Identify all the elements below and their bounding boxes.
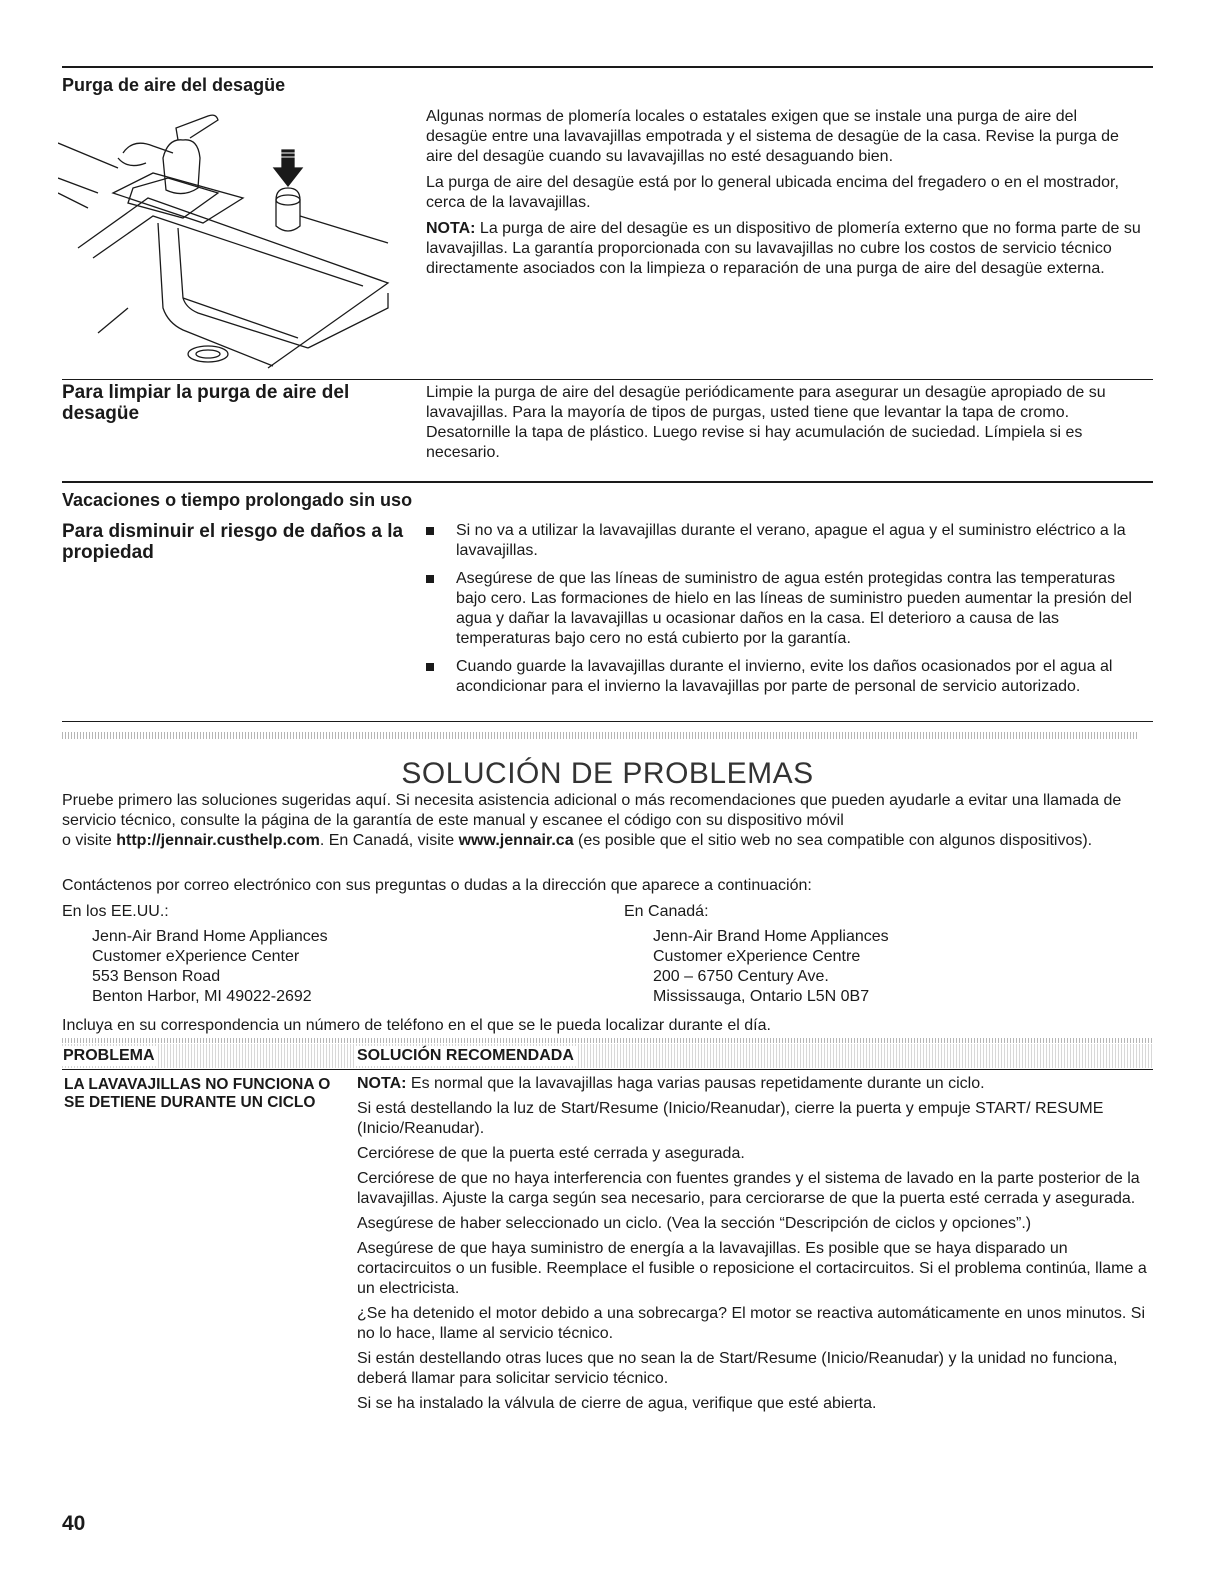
us-address: Jenn-Air Brand Home Appliances Customer eXperience Center 553 Benson Road Benton Harbor, MI 49022-2692 [92, 928, 328, 1005]
section-title-clean-air-gap: Para limpiar la purga de aire del desagüe [62, 382, 350, 424]
sink-illustration [58, 108, 418, 373]
bullet-marker-icon [426, 575, 434, 583]
note-text: La purga de aire del desagüe es un dispositivo de plomería externo que no forma parte de su lavavajillas. La garantía proporcionada con su lavavajillas no cubre los costos de servicio técnico directamente asociados con la limpieza o reparación de una purga de aire del desagüe externa. [426, 220, 1141, 277]
drain-paragraph-1: Algunas normas de plomería locales o estatales exigen que se instale una purga de aire del desagüe entre una lavavajillas empotrada y el sistema de desagüe de la casa. Revise la purga de aire del desagüe cuando su lavavajillas no esté desaguando bien. [426, 108, 1119, 165]
column-header-problem: PROBLEMA [60, 1046, 158, 1066]
solution-item: Si se ha instalado la válvula de cierre de agua, verifique que esté abierta. [357, 1395, 877, 1412]
section-title-vacation: Vacaciones o tiempo prolongado sin uso [62, 490, 413, 510]
solution-item: Cerciórese de que la puerta esté cerrada y asegurada. [357, 1145, 745, 1162]
vacation-bottom-rule [62, 721, 1153, 722]
section-subtitle-property-damage: Para disminuir el riesgo de daños a la propiedad [62, 521, 404, 563]
phone-note: Incluya en su correspondencia un número de teléfono en el que se le pueda localizar durante el día. [62, 1017, 771, 1034]
drain-note [426, 219, 1141, 279]
canada-label: En Canadá: [624, 903, 709, 920]
top-rule [62, 66, 1153, 68]
note-label: NOTA: [426, 220, 476, 237]
vacation-rule [62, 481, 1153, 483]
us-support-link[interactable]: http://jennair.custhelp.com [116, 832, 320, 849]
note-label: NOTA: [357, 1075, 407, 1092]
table-header-rule [62, 1069, 1153, 1070]
solution-item: Asegúrese de que haya suministro de energía a la lavavajillas. Es posible que se haya disparado un cortacircuitos o un fusible. Reemplace el fusible o reposicione el cortacircuitos. Si el problema continúa, llame a un electricista. [357, 1240, 1147, 1297]
clean-rule [62, 379, 1153, 380]
bullet-marker-icon [426, 663, 434, 671]
solution-item: ¿Se ha detenido el motor debido a una sobrecarga? El motor se reactiva automáticamente en unos minutos. Si no lo hace, llame al servicio técnico. [357, 1305, 1146, 1342]
troubleshooting-title: SOLUCIÓN DE PROBLEMAS [401, 757, 814, 790]
contact-text: Contáctenos por correo electrónico con sus preguntas o dudas a la dirección que aparece a continuación: [62, 877, 812, 894]
vacation-bullet: Si no va a utilizar la lavavajillas durante el verano, apague el agua y el suministro eléctrico a la lavavajillas. [426, 521, 1141, 561]
vacation-bullet: Cuando guarde la lavavajillas durante el invierno, evite los daños ocasionados por el agua al acondicionar para el invierno la lavavajillas por parte de personal de servicio autorizado. [426, 657, 1141, 697]
bullet-marker-icon [426, 527, 434, 535]
solution-note: NOTA: Es normal que la lavavajillas haga varias pausas repetidamente durante un ciclo. [357, 1075, 985, 1092]
page-number: 40 [62, 1512, 86, 1535]
solution-item: Si está destellando la luz de Start/Resume (Inicio/Reanudar), cierre la puerta y empuje START/ RESUME (Inicio/Reanudar). [357, 1100, 1104, 1137]
drain-air-gap-text [426, 107, 1141, 285]
canada-address: Jenn-Air Brand Home Appliances Customer eXperience Centre 200 – 6750 Century Ave. Mississauga, Ontario L5N 0B7 [653, 928, 889, 1005]
solution-cell [357, 1074, 1147, 1419]
decorative-hatch-band [62, 732, 1137, 739]
intro-paragraph: Pruebe primero las soluciones sugeridas aquí. Si necesita asistencia adicional o más recomendaciones que pueden ayudarle a evitar una llamada de servicio técnico, consulte la página de la garantía de este manual y escanee el código con su dispositivo móvil o visite http://jennair.custhelp.com. En Canadá, visite www.jennair.ca (es posible que el sitio web no sea compatible con algunos dispositivos). [62, 792, 1122, 849]
us-label: En los EE.UU.: [62, 903, 169, 920]
section-title-drain-air-gap: Purga de aire del desagüe [62, 75, 286, 95]
vacation-bullet-list [426, 521, 1141, 705]
clean-air-gap-text [426, 383, 1141, 469]
solution-item: Asegúrese de haber seleccionado un ciclo. (Vea la sección “Descripción de ciclos y opciones”.) [357, 1215, 1032, 1232]
vacation-bullet: Asegúrese de que las líneas de suministro de agua estén protegidas contra las temperaturas bajo cero. Las formaciones de hielo en las líneas de suministro pueden aumentar la presión del agua y dañar la lavavajillas u ocasionar daños en la casa. El deterioro a causa de las temperaturas bajo cero no está cubierto por la garantía. [426, 569, 1141, 649]
troubleshooting-intro [62, 791, 1152, 851]
column-header-solution: SOLUCIÓN RECOMENDADA [354, 1046, 577, 1066]
canada-support-link[interactable]: www.jennair.ca [458, 832, 574, 849]
solution-item: Cerciórese de que no haya interferencia con fuentes grandes y el sistema de lavado en la parte posterior de la lavavajillas. Ajuste la carga según sea necesario, para cerciorarse de que la puerta esté cerrada y asegurada. [357, 1170, 1140, 1207]
drain-paragraph-2: La purga de aire del desagüe está por lo general ubicada encima del fregadero o en el mostrador, cerca de la lavavajillas. [426, 174, 1119, 211]
table-hatch-band [62, 1038, 1153, 1043]
clean-paragraph: Limpie la purga de aire del desagüe periódicamente para asegurar un desagüe apropiado de su lavavajillas. Para la mayoría de tipos de purgas, usted tiene que levantar la tapa de cromo. Desatornille la tapa de plástico. Luego revise si hay acumulación de suciedad. Límpiela si es necesario. [426, 384, 1106, 461]
problem-cell: LA LAVAVAJILLAS NO FUNCIONA O SE DETIENE DURANTE UN CICLO [64, 1076, 331, 1111]
solution-item: Si están destellando otras luces que no sean la de Start/Resume (Inicio/Reanudar) y la unidad no funciona, deberá llamar para solicitar servicio técnico. [357, 1350, 1118, 1387]
table-header-band [62, 1044, 1153, 1068]
